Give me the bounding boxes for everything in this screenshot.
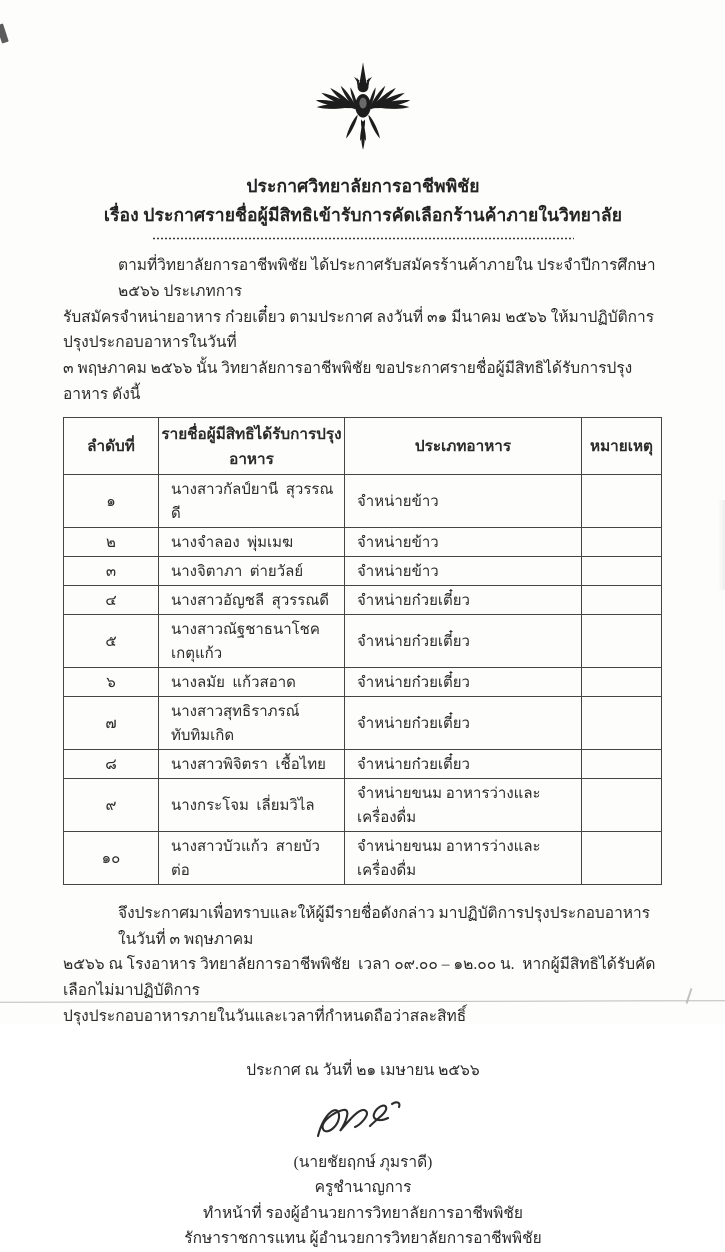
paragraph-line: จึงประกาศมาเพื่อทราบและให้ผู้มีรายชื่อดังกล่าว มาปฏิบัติการปรุงประกอบอาหารในวันที่ ๓ พฤษภาคม — [118, 904, 651, 948]
cell-applicant-name: นางลมัย แก้วสอาด — [159, 667, 345, 696]
cell-remark — [582, 556, 662, 585]
cell-food-type: จำหน่ายก๋วยเตี๋ยว — [345, 667, 582, 696]
table-row — [64, 585, 662, 614]
table-row — [64, 696, 662, 749]
cell-applicant-name: นางจำลอง พุ่มเมฆ — [159, 527, 345, 556]
signer-acting-title: ทำหน้าที่ รองผู้อำนวยการวิทยาลัยการอาชีพพิชัย — [203, 1204, 523, 1222]
cell-row-number: ๒ — [64, 527, 159, 556]
cell-food-type: จำหน่ายขนม อาหารว่างและเครื่องดื่ม — [345, 831, 582, 884]
cell-applicant-name: นางสาวอัญชลี สุวรรณดี — [159, 585, 345, 614]
table-body — [64, 474, 662, 884]
cell-applicant-name: นางสาวกัลป์ยานี สุวรรณดี — [159, 474, 345, 527]
paragraph-line: ๓ พฤษภาคม ๒๕๖๖ นั้น วิทยาลัยการอาชีพพิชัย ขอประกาศรายชื่อผู้มีสิทธิได้รับการปรุงอาหาร ดังนี้ — [63, 360, 633, 403]
applicants-table — [63, 417, 662, 885]
table-row — [64, 749, 662, 778]
cell-applicant-name: นางสาวบัวแก้ว สายบัวต่อ — [159, 831, 345, 884]
cell-remark — [582, 585, 662, 614]
cell-row-number: ๗ — [64, 696, 159, 749]
cell-row-number: ๕ — [64, 614, 159, 667]
signer-name: (นายชัยฤกษ์ ภุมราดี) — [293, 1153, 433, 1171]
cell-remark — [582, 474, 662, 527]
cell-remark — [582, 614, 662, 667]
document-title: ประกาศวิทยาลัยการอาชีพพิชัย — [246, 176, 480, 196]
cell-applicant-name: นางกระโจม เลี่ยมวิไล — [159, 778, 345, 831]
cell-food-type: จำหน่ายข้าว — [345, 527, 582, 556]
paragraph-line: ๒๕๖๖ ณ โรงอาหาร วิทยาลัยการอาชีพพิชัย เวลา ๐๙.๐๐ – ๑๒.๐๐ น. หากผู้มีสิทธิได้รับคัดเลือกไม่มาปฏิบัติการ — [63, 956, 656, 1000]
dotted-separator — [152, 237, 574, 240]
cell-applicant-name: นางสาวพิจิตรา เชื้อไทย — [159, 749, 345, 778]
cell-food-type: จำหน่ายก๋วยเตี๋ยว — [345, 696, 582, 749]
cell-row-number: ๔ — [64, 585, 159, 614]
paragraph-line: ตามที่วิทยาลัยการอาชีพพิชัย ได้ประกาศรับสมัครร้านค้าภายใน ประจำปีการศึกษา ๒๕๖๖ ประเภทการ — [118, 257, 660, 300]
cell-row-number: ๘ — [64, 749, 159, 778]
table-header-row — [64, 417, 662, 474]
cell-remark — [582, 749, 662, 778]
paragraph-line: ปรุงประกอบอาหารภายในวันและเวลาที่กำหนดถือว่าสละสิทธิ์ — [63, 1007, 467, 1025]
cell-food-type: จำหน่ายก๋วยเตี๋ยว — [345, 585, 582, 614]
table-row — [64, 778, 662, 831]
opening-paragraph — [63, 253, 663, 408]
column-header-remark: หมายเหตุ — [582, 417, 662, 474]
cell-row-number: ๙ — [64, 778, 159, 831]
paragraph-line: รับสมัครจำหน่ายอาหาร ก๋วยเตี๋ยว ตามประกาศ ลงวันที่ ๓๑ มีนาคม ๒๕๖๖ ให้มาปฏิบัติการปรุงประกอบอาหารในวันที่ — [63, 308, 655, 352]
cell-food-type: จำหน่ายก๋วยเตี๋ยว — [345, 749, 582, 778]
column-header-food-type: ประเภทอาหาร — [345, 417, 582, 474]
cell-applicant-name: นางสาวณัฐชาธนาโชค เกตุแก้ว — [159, 614, 345, 667]
cell-row-number: ๖ — [64, 667, 159, 696]
cell-food-type: จำหน่ายข้าว — [345, 556, 582, 585]
document-subject: เรื่อง ประกาศรายชื่อผู้มีสิทธิเข้ารับการคัดเลือกร้านค้าภายในวิทยาลัย — [103, 205, 623, 225]
signer-acting-for: รักษาราชการแทน ผู้อำนวยการวิทยาลัยการอาชีพพิชัย — [184, 1230, 542, 1248]
table-row — [64, 831, 662, 884]
signature-handwriting — [308, 1096, 418, 1148]
cell-remark — [582, 831, 662, 884]
signer-position: ครูชำนาญการ — [314, 1179, 412, 1197]
cell-remark — [582, 778, 662, 831]
cell-remark — [582, 527, 662, 556]
closing-paragraph — [63, 901, 663, 1030]
cell-remark — [582, 667, 662, 696]
cell-applicant-name: นางจิตาภา ต่ายวัลย์ — [159, 556, 345, 585]
announcement-date: ประกาศ ณ วันที่ ๒๑ เมษายน ๒๕๖๖ — [246, 1061, 480, 1079]
cell-row-number: ๓ — [64, 556, 159, 585]
table-row — [64, 556, 662, 585]
column-header-name: รายชื่อผู้มีสิทธิได้รับการปรุงอาหาร — [159, 417, 345, 474]
cell-row-number: ๑ — [64, 474, 159, 527]
cell-food-type: จำหน่ายขนม อาหารว่างและเครื่องดื่ม — [345, 778, 582, 831]
table-row — [64, 527, 662, 556]
cell-applicant-name: นางสาวสุทธิราภรณ์ ทับทิมเกิด — [159, 696, 345, 749]
table-row — [64, 667, 662, 696]
column-header-no: ลำดับที่ — [64, 417, 159, 474]
garuda-emblem-icon — [304, 52, 422, 156]
cell-remark — [582, 696, 662, 749]
table-row — [64, 614, 662, 667]
cell-food-type: จำหน่ายข้าว — [345, 474, 582, 527]
cell-row-number: ๑๐ — [64, 831, 159, 884]
cell-food-type: จำหน่ายก๋วยเตี๋ยว — [345, 614, 582, 667]
table-row — [64, 474, 662, 527]
